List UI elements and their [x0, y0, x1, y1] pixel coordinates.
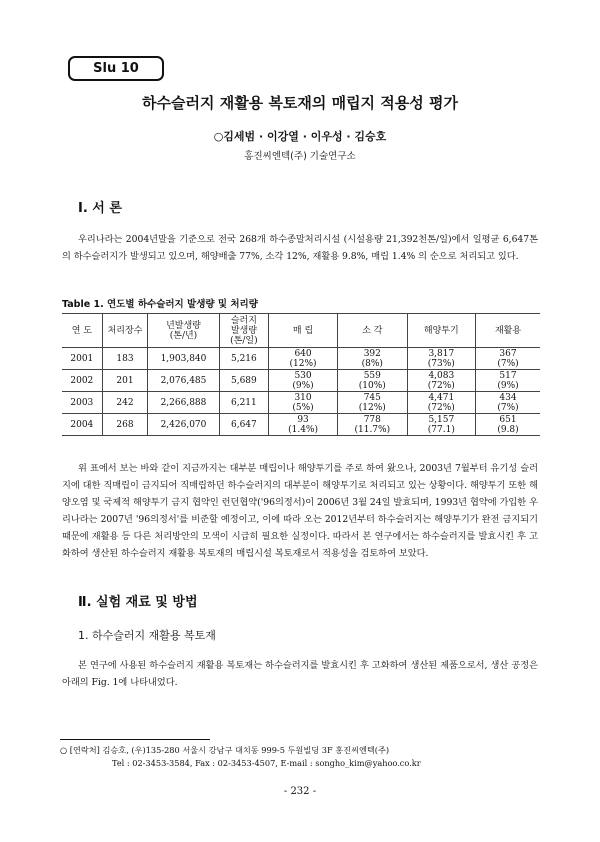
cell-recycle: 434 (7%)	[476, 392, 541, 414]
table-header-row	[62, 314, 540, 348]
cell-plants: 242	[102, 392, 148, 414]
header-landfill: 매 립	[269, 314, 338, 348]
author-list: ○김세범 · 이강열 · 이우성 · 김승호	[213, 130, 387, 143]
cell-plants: 201	[102, 370, 148, 392]
table-caption: Table 1. 연도별 하수슬러지 발생량 및 처리량	[62, 299, 258, 310]
header-daily: 슬러지 발생량 (톤/일)	[219, 314, 269, 348]
cell-daily: 5,689	[219, 370, 269, 392]
methods-paragraph	[62, 657, 538, 691]
header-annual: 년발생량 (톤/년)	[148, 314, 219, 348]
cell-year: 2003	[62, 392, 102, 414]
cell-year: 2001	[62, 348, 102, 370]
cell-ocean: 4,083 (72%)	[407, 370, 475, 392]
session-code-box	[68, 56, 164, 81]
section-heading-introduction: Ⅰ. 서 론	[78, 201, 122, 216]
cell-recycle: 517 (9%)	[476, 370, 541, 392]
cell-plants: 268	[102, 414, 148, 436]
header-incineration: 소 각	[337, 314, 407, 348]
cell-recycle: 367 (7%)	[476, 348, 541, 370]
header-recycle: 재활용	[476, 314, 541, 348]
cell-incineration: 778 (11.7%)	[337, 414, 407, 436]
discussion-text: 위 표에서 보는 바와 같이 지금까지는 대부분 매립이나 해양투기를 주로 하여 왔으나, 2003년 7월부터 유기성 슬러지에 대한 직매립이 금지되어 직매립하던 하수슬러지의 대부분이 해양투기로 처리되고 있는 상황이다. 해양투기 또한 해양오염 및 국제적 해양투기 금지 협약인 런던협약('96의정서)이 2006년 3월 24일 발효되며, 1993년 협약에 가입한 우리나라는 2007년 '96의정서'를 비준할 예정이고, 이에 따라 오는 2012년부터 하수슬러지는 해양투기가 완전 금지되기 때문에 재활용 등 다른 처리방안의 모색이 시급히 필요한 실정이다. 따라서 본 연구에서는 하수슬러지를 발효시킨 후 고화하여 생산된 하수슬러지 재활용 복토재의 매립시설 복토재로서 적용성을 검토하여 보았다.	[62, 463, 538, 559]
cell-incineration: 745 (12%)	[337, 392, 407, 414]
cell-annual: 1,903,840	[148, 348, 219, 370]
discussion-paragraph	[62, 460, 538, 562]
cell-year: 2004	[62, 414, 102, 436]
header-ocean: 해양투기	[407, 314, 475, 348]
cell-plants: 183	[102, 348, 148, 370]
footnote-divider	[60, 739, 210, 740]
cell-annual: 2,426,070	[148, 414, 219, 436]
table-row	[62, 348, 540, 370]
intro-paragraph	[62, 231, 538, 265]
cell-landfill: 640 (12%)	[269, 348, 338, 370]
footnote-contact: ○ [연락처] 김승호, (우)135-280 서울시 강남구 대치동 999-5 두원빌딩 3F 홍진씨엔텍(주)	[60, 745, 390, 755]
cell-daily: 6,647	[219, 414, 269, 436]
cell-ocean: 5,157 (77.1)	[407, 414, 475, 436]
table-row	[62, 370, 540, 392]
cell-landfill: 310 (5%)	[269, 392, 338, 414]
cell-incineration: 559 (10%)	[337, 370, 407, 392]
cell-daily: 5,216	[219, 348, 269, 370]
methods-text: 본 연구에 사용된 하수슬러지 재활용 복토재는 하수슬러지를 발효시킨 후 고화하여 생산된 제품으로서, 생산 공정은 아래의 Fig. 1에 나타내었다.	[62, 660, 538, 688]
paper-title: 하수슬러지 재활용 복토재의 매립지 적용성 평가	[142, 94, 458, 112]
session-code: Slu 10	[93, 61, 139, 76]
table-row	[62, 392, 540, 414]
sludge-table	[62, 313, 540, 436]
header-year: 연 도	[62, 314, 102, 348]
section-heading-methods: Ⅱ. 실험 재료 및 방법	[78, 595, 198, 610]
footnote-phone-email: Tel : 02-3453-3584, Fax : 02-3453-4507, E-mail : songho_kim@yahoo.co.kr	[112, 758, 421, 768]
cell-incineration: 392 (8%)	[337, 348, 407, 370]
affiliation: 홍진씨엔텍(주) 기술연구소	[244, 151, 356, 162]
cell-landfill: 530 (9%)	[269, 370, 338, 392]
cell-year: 2002	[62, 370, 102, 392]
subsection-heading-cover-material: 1. 하수슬러지 재활용 복토재	[78, 629, 216, 642]
cell-annual: 2,266,888	[148, 392, 219, 414]
page-number: - 232 -	[283, 786, 317, 797]
table-row	[62, 414, 540, 436]
cell-daily: 6,211	[219, 392, 269, 414]
cell-annual: 2,076,485	[148, 370, 219, 392]
cell-ocean: 3,817 (73%)	[407, 348, 475, 370]
header-plants: 처리장수	[102, 314, 148, 348]
cell-landfill: 93 (1.4%)	[269, 414, 338, 436]
cell-ocean: 4,471 (72%)	[407, 392, 475, 414]
intro-text: 우리나라는 2004년말을 기준으로 전국 268개 하수종말처리시설 (시설용량 21,392천톤/일)에서 일평균 6,647톤의 하수슬러지가 발생되고 있으며, 해양배출 77%, 소각 12%, 재활용 9.8%, 매립 1.4% 의 순으로 처리되고 있다.	[62, 234, 538, 262]
cell-recycle: 651 (9.8)	[476, 414, 541, 436]
